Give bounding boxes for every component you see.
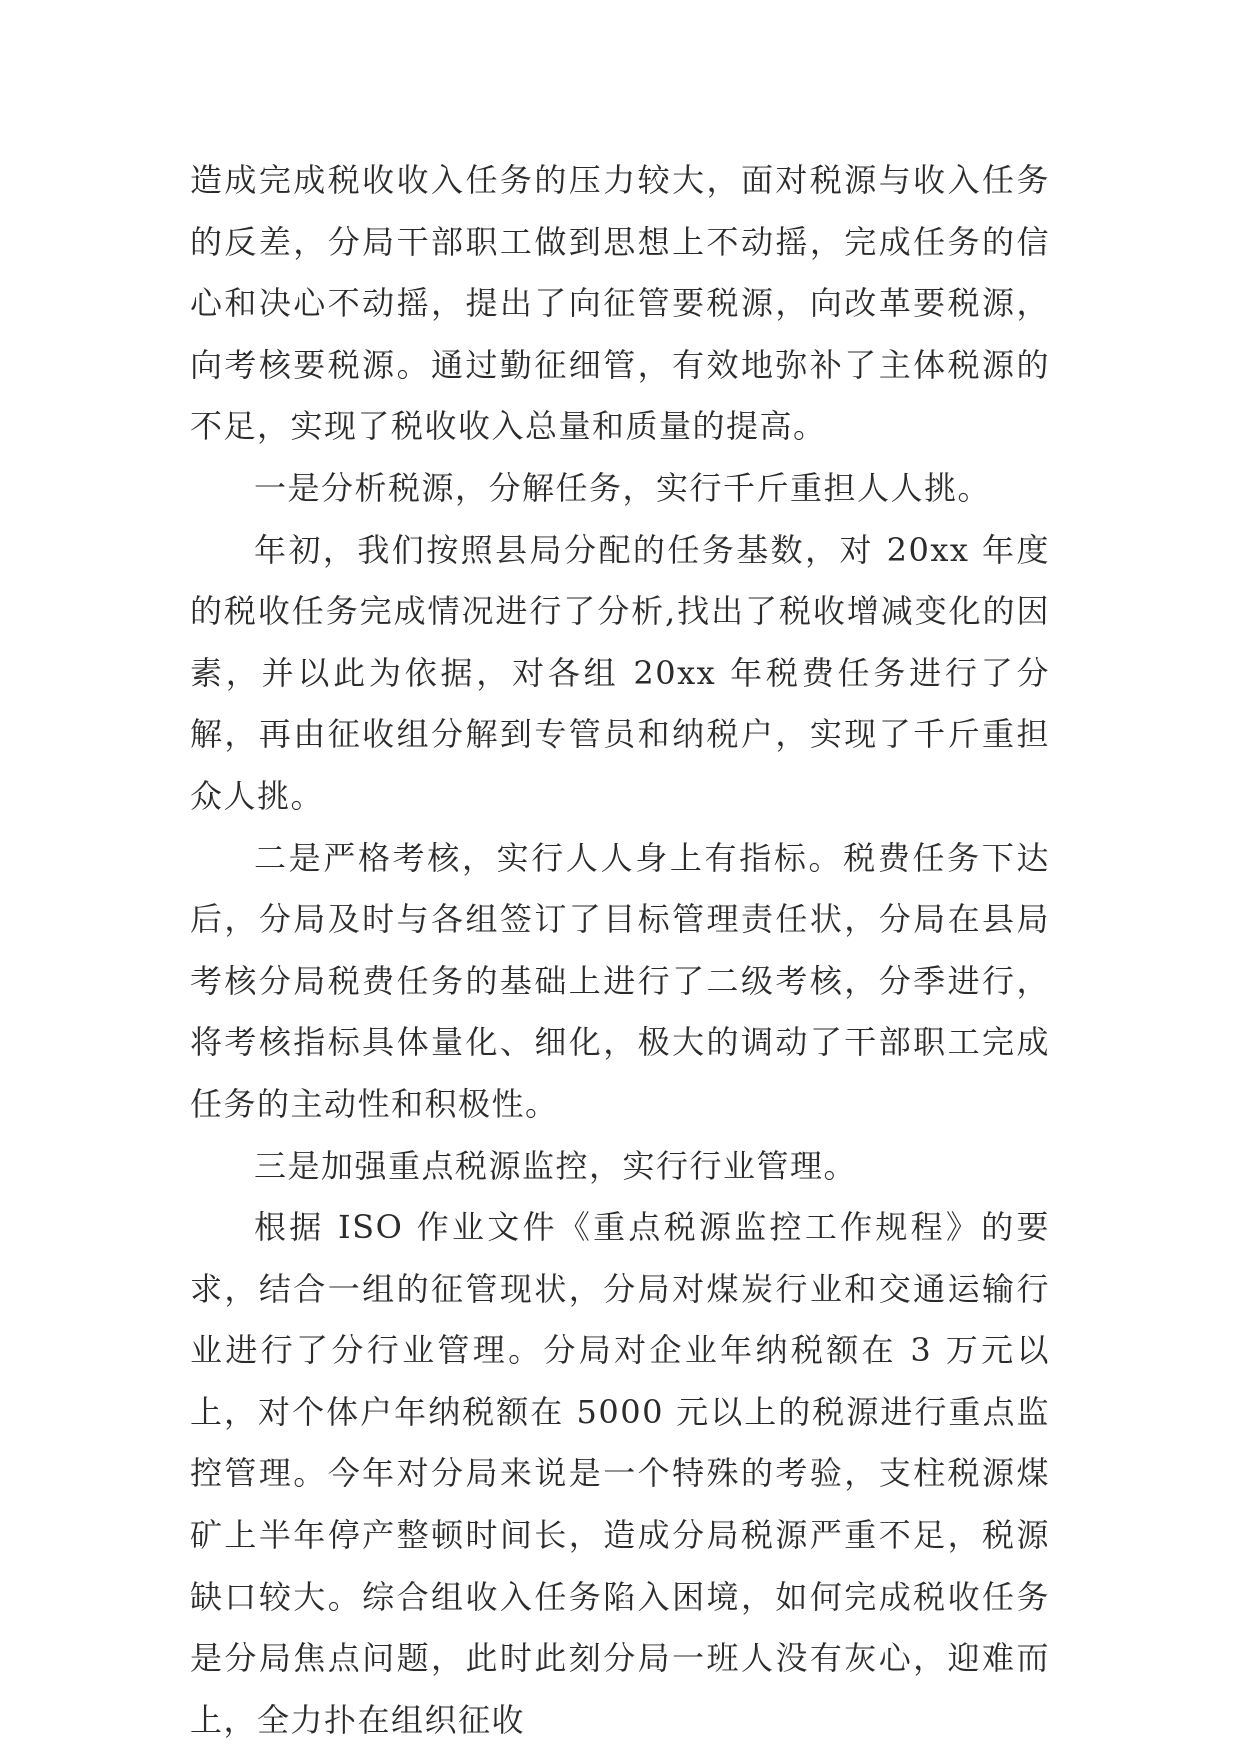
paragraph-task-breakdown: 年初，我们按照县局分配的任务基数，对 20xx 年度的税收任务完成情况进行了分析,找出了税收增减变化的因素，并以此为依据，对各组 20xx 年税费任务进行了分解，再由征收组分解到专管员和纳税户，实现了千斤重担众人挑。 (190, 530, 1050, 815)
document-body (190, 150, 1050, 1751)
paragraph-point-two-assessment: 二是严格考核，实行人人身上有指标。税费任务下达后，分局及时与各组签订了目标管理责任状，分局在县局考核分局税费任务的基础上进行了二级考核，分季进行，将考核指标具体量化、细化，极大的调动了干部职工完成任务的主动性和积极性。 (190, 838, 1050, 1123)
paragraph-point-three-heading: 三是加强重点税源监控，实行行业管理。 (254, 1146, 858, 1185)
paragraph-iso-monitoring: 根据 ISO 作业文件《重点税源监控工作规程》的要求，结合一组的征管现状，分局对煤炭行业和交通运输行业进行了分行业管理。分局对企业年纳税额在 3 万元以上，对个体户年纳税额在 5000 元以上的税源进行重点监控管理。今年对分局来说是一个特殊的考验，支柱税源煤矿上半年停产整顿时间长，造成分局税源严重不足，税源缺口较大。综合组收入任务陷入困境，如何完成税收任务是分局焦点问题，此时此刻分局一班人没有灰心，迎难而上，全力扑在组织征收 (190, 1208, 1050, 1739)
paragraph-tax-pressure: 造成完成税收收入任务的压力较大，面对税源与收入任务的反差，分局干部职工做到思想上不动摇，完成任务的信心和决心不动摇，提出了向征管要税源，向改革要税源，向考核要税源。通过勤征细管，有效地弥补了主体税源的不足，实现了税收收入总量和质量的提高。 (190, 161, 1050, 446)
paragraph-point-one-heading: 一是分析税源，分解任务，实行千斤重担人人挑。 (254, 468, 992, 507)
